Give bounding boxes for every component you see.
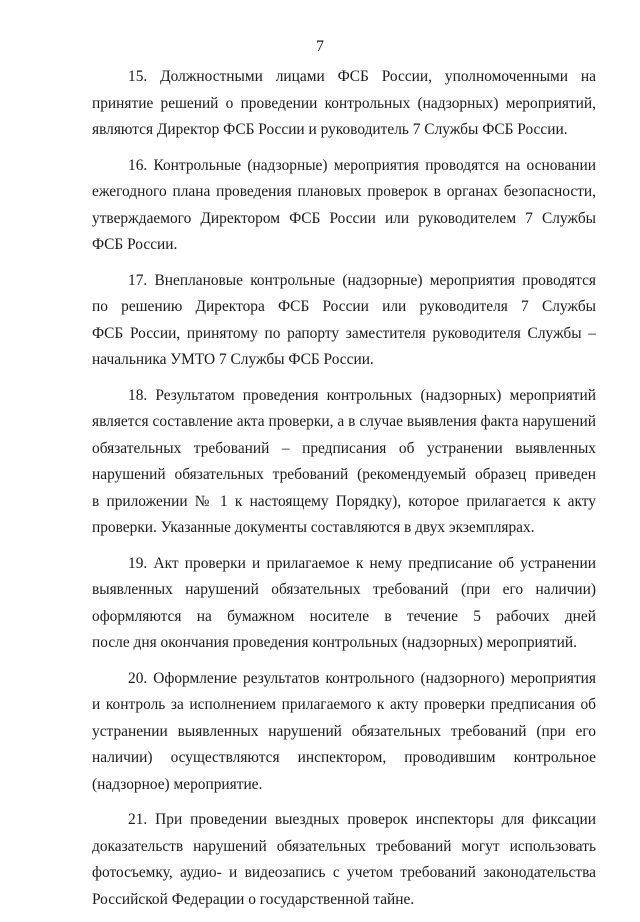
paragraph	[92, 268, 596, 374]
paragraph	[92, 153, 596, 259]
paragraph	[92, 666, 596, 799]
paragraph-line: проверки. Указанные документы составляются в двух экземплярах.	[92, 519, 535, 536]
paragraph-line: ФСБ России, принятому по рапорту заместителя руководителя Службы –	[92, 324, 596, 342]
paragraph-line: по решению Директора ФСБ России или руководителя 7 Службы	[92, 298, 596, 315]
page-number: 7	[316, 38, 324, 55]
paragraph-line: устранении выявленных нарушений обязательных требований (при его	[92, 722, 596, 740]
paragraph-line: ежегодного плана проведения плановых проверок в органах безопасности,	[92, 183, 596, 200]
paragraph-line: фотосъемку, аудио- и видеозапись с учетом требований законодательства	[92, 864, 596, 881]
paragraph-line: являются Директор ФСБ России и руководитель 7 Службы ФСБ России.	[92, 121, 568, 138]
paragraph-line: после дня окончания проведения контрольных (надзорных) мероприятий.	[92, 634, 577, 651]
paragraph-line: в приложении № 1 к настоящему Порядку), которое прилагается к акту	[92, 492, 596, 510]
paragraph	[92, 807, 596, 913]
paragraph-line: ФСБ России.	[92, 236, 178, 253]
paragraph-line: (надзорное) мероприятие.	[92, 775, 263, 793]
paragraph-line: выявленных нарушений обязательных требований (при его наличии)	[92, 581, 596, 598]
paragraph-line: 20. Оформление результатов контрольного (надзорного) мероприятия	[128, 669, 596, 687]
paragraph-line: обязательных требований – предписания об устранении выявленных	[92, 439, 596, 457]
paragraph-line: нарушений обязательных требований (рекомендуемый образец приведен	[92, 466, 596, 483]
paragraph-line: и контроль за исполнением прилагаемого к акту проверки предписания об	[92, 696, 596, 713]
paragraph	[92, 383, 596, 542]
paragraph	[92, 551, 596, 657]
paragraph-line: 15. Должностными лицами ФСБ России, уполномоченными на	[128, 68, 596, 85]
paragraph-line: оформляются на бумажном носителе в течение 5 рабочих дней	[92, 607, 596, 625]
paragraph-line: принятие решений о проведении контрольных (надзорных) мероприятий,	[92, 94, 596, 112]
paragraph-line: начальника УМТО 7 Службы ФСБ России.	[92, 351, 374, 368]
paragraph-line: Российской Федерации о государственной тайне.	[92, 890, 415, 908]
document-body	[92, 64, 596, 922]
paragraph-line: 16. Контрольные (надзорные) мероприятия проводятся на основании	[128, 156, 596, 174]
paragraph-line: 17. Внеплановые контрольные (надзорные) мероприятия проводятся	[128, 271, 596, 289]
paragraph-line: является составление акта проверки, а в случае выявления факта нарушений	[92, 413, 596, 430]
paragraph-line: доказательств нарушений обязательных требований могут использовать	[92, 837, 596, 855]
paragraph-line: наличии) осуществляются инспектором, проводившим контрольное	[92, 749, 596, 766]
paragraph	[92, 64, 596, 144]
paragraph-line: утверждаемого Директором ФСБ России или руководителем 7 Службы	[92, 209, 596, 227]
paragraph-line: 19. Акт проверки и прилагаемое к нему предписание об устранении	[128, 554, 596, 572]
paragraph-line: 18. Результатом проведения контрольных (надзорных) мероприятий	[128, 386, 596, 404]
paragraph-line: 21. При проведении выездных проверок инспекторы для фиксации	[128, 811, 596, 828]
